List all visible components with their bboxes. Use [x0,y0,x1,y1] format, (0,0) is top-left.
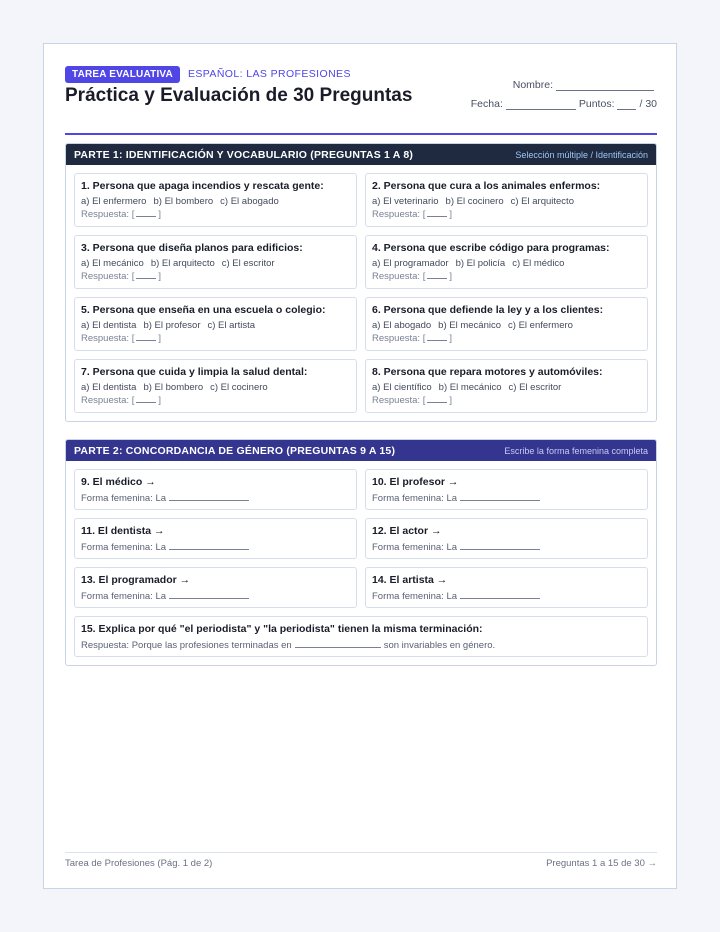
answer-line [81,333,350,345]
answer-options [372,258,641,270]
answer-suffix: ] [158,209,161,220]
feminine-form-label: Forma femenina: La [372,542,458,553]
answer-options [81,382,350,394]
gender-question-card [365,518,648,559]
option-b[interactable]: b) El bombero [143,382,204,393]
answer-field[interactable] [136,395,156,403]
points-total: / 30 [639,98,657,110]
feminine-form-field[interactable] [169,542,249,550]
name-label: Nombre: [512,79,553,91]
part-2-header [66,440,656,461]
question-card [365,173,648,227]
question-card [74,297,357,351]
gender-question-card [74,518,357,559]
option-a[interactable]: a) El científico [372,382,432,393]
explanation-prefix: Respuesta: Porque las profesiones terminadas en [81,640,292,651]
date-label: Fecha: [470,98,503,110]
feminine-form-field[interactable] [460,542,540,550]
part-2-note: Escribe la forma femenina completa [504,445,648,456]
option-b[interactable]: b) El policía [455,258,506,269]
option-b[interactable]: b) El profesor [143,320,201,331]
question-text: 1. Persona que apaga incendios y rescata gente: [81,180,324,192]
question-text: 4. Persona que escribe código para programas: [372,242,610,254]
answer-options [372,382,641,394]
option-a[interactable]: a) El abogado [372,320,432,331]
option-a[interactable]: a) El mecánico [81,258,144,269]
option-c[interactable]: c) El cocinero [210,382,268,393]
question-card [365,235,648,289]
answer-suffix: ] [449,209,452,220]
option-a[interactable]: a) El dentista [81,382,137,393]
answer-prefix: Respuesta: [ [372,333,426,344]
option-b[interactable]: b) El bombero [153,196,214,207]
answer-field[interactable] [427,271,447,279]
question-text: 14. El artista → [372,574,448,586]
answer-line [372,395,641,407]
option-c[interactable]: c) El abogado [220,196,279,207]
answer-field[interactable] [136,271,156,279]
part-1-header [66,144,656,165]
question-text: 11. El dentista → [81,525,165,537]
answer-line [81,209,350,221]
footer-progress: Preguntas 1 a 15 de 30 → [546,858,657,869]
page-footer [65,852,657,869]
question-text: 8. Persona que repara motores y automóviles: [372,366,603,378]
question-text: 2. Persona que cura a los animales enfermos: [372,180,601,192]
part-1-title: PARTE 1: IDENTIFICACIÓN Y VOCABULARIO (PREGUNTAS 1 A 8) [74,148,414,161]
feminine-form-field[interactable] [460,591,540,599]
answer-prefix: Respuesta: [ [81,395,135,406]
feminine-form-line [372,493,641,505]
answer-suffix: ] [449,333,452,344]
feminine-form-label: Forma femenina: La [81,542,167,553]
name-field[interactable] [556,81,654,91]
question-card [74,359,357,413]
explanation-question-card [74,616,648,657]
option-c[interactable]: c) El artista [207,320,255,331]
answer-prefix: Respuesta: [ [372,395,426,406]
question-text: 10. El profesor → [372,476,459,488]
question-text: 12. El actor → [372,525,442,537]
answer-field[interactable] [136,333,156,341]
option-b[interactable]: b) El mecánico [438,320,502,331]
points-field[interactable] [617,100,636,110]
answer-line [372,271,641,283]
feminine-form-field[interactable] [169,493,249,501]
feminine-form-label: Forma femenina: La [372,493,458,504]
answer-field[interactable] [427,333,447,341]
option-c[interactable]: c) El escritor [221,258,275,269]
answer-options [81,320,350,332]
option-b[interactable]: b) El mecánico [438,382,502,393]
points-label: Puntos: [578,98,615,110]
gender-question-card [365,469,648,510]
answer-prefix: Respuesta: [ [372,271,426,282]
question-text: 3. Persona que diseña planos para edificios: [81,242,303,254]
feminine-form-line [372,591,641,603]
feminine-form-line [81,542,350,554]
part-1-section [65,143,657,422]
question-text: 6. Persona que defiende la ley y a los clientes: [372,304,604,316]
feminine-form-field[interactable] [169,591,249,599]
student-info [471,70,657,110]
worksheet-page [43,43,677,889]
part-1-questions [66,165,656,421]
option-a[interactable]: a) El dentista [81,320,137,331]
answer-suffix: ] [449,271,452,282]
answer-options [81,196,350,208]
feminine-form-line [81,493,350,505]
answer-line [372,333,641,345]
answer-suffix: ] [158,333,161,344]
answer-line [81,395,350,407]
question-text: 15. Explica por qué "el periodista" y "la periodista" tienen la misma terminación: [81,623,483,635]
answer-suffix: ] [449,395,452,406]
explanation-answer-line [81,640,641,652]
answer-options [372,320,641,332]
footer-page-info: Tarea de Profesiones (Pág. 1 de 2) [65,858,213,869]
subject-label: ESPAÑOL: LAS PROFESIONES [187,68,351,80]
part-2-section [65,439,657,666]
explanation-field[interactable] [295,640,381,648]
answer-suffix: ] [158,271,161,282]
question-card [365,359,648,413]
feminine-form-label: Forma femenina: La [81,591,167,602]
worksheet-header [65,65,657,135]
answer-field[interactable] [136,209,156,217]
option-c[interactable]: c) El médico [512,258,565,269]
answer-options [81,258,350,270]
question-text: 13. El programador → [81,574,191,586]
question-text: 5. Persona que enseña en una escuela o colegio: [81,304,326,316]
feminine-form-label: Forma femenina: La [372,591,458,602]
option-b[interactable]: b) El cocinero [445,196,504,207]
answer-line [372,209,641,221]
feminine-form-line [81,591,350,603]
answer-field[interactable] [427,209,447,217]
question-card [365,297,648,351]
part-2-questions [66,461,656,665]
option-b[interactable]: b) El arquitecto [150,258,215,269]
question-card [74,235,357,289]
feminine-form-line [372,542,641,554]
part-2-title: PARTE 2: CONCORDANCIA DE GÉNERO (PREGUNTAS 9 A 15) [74,444,396,457]
date-field[interactable] [506,100,576,110]
option-a[interactable]: a) El enfermero [81,196,147,207]
option-a[interactable]: a) El programador [372,258,449,269]
gender-question-card [365,567,648,608]
part-1-note: Selección múltiple / Identificación [515,149,648,160]
feminine-form-field[interactable] [460,493,540,501]
answer-options [372,196,641,208]
page-title: Práctica y Evaluación de 30 Preguntas [65,85,413,106]
option-a[interactable]: a) El veterinario [372,196,439,207]
option-c[interactable]: c) El arquitecto [510,196,574,207]
option-c[interactable]: c) El enfermero [508,320,573,331]
feminine-form-label: Forma femenina: La [81,493,167,504]
question-card [74,173,357,227]
option-c[interactable]: c) El escritor [508,382,562,393]
answer-prefix: Respuesta: [ [81,333,135,344]
answer-suffix: ] [158,395,161,406]
answer-field[interactable] [427,395,447,403]
answer-prefix: Respuesta: [ [81,209,135,220]
gender-question-card [74,567,357,608]
answer-prefix: Respuesta: [ [372,209,426,220]
assignment-tag: TAREA EVALUATIVA [65,66,180,83]
answer-line [81,271,350,283]
question-text: 7. Persona que cuida y limpia la salud dental: [81,366,308,378]
question-text: 9. El médico → [81,476,156,488]
gender-question-card [74,469,357,510]
answer-prefix: Respuesta: [ [81,271,135,282]
explanation-suffix: son invariables en género. [383,640,496,651]
